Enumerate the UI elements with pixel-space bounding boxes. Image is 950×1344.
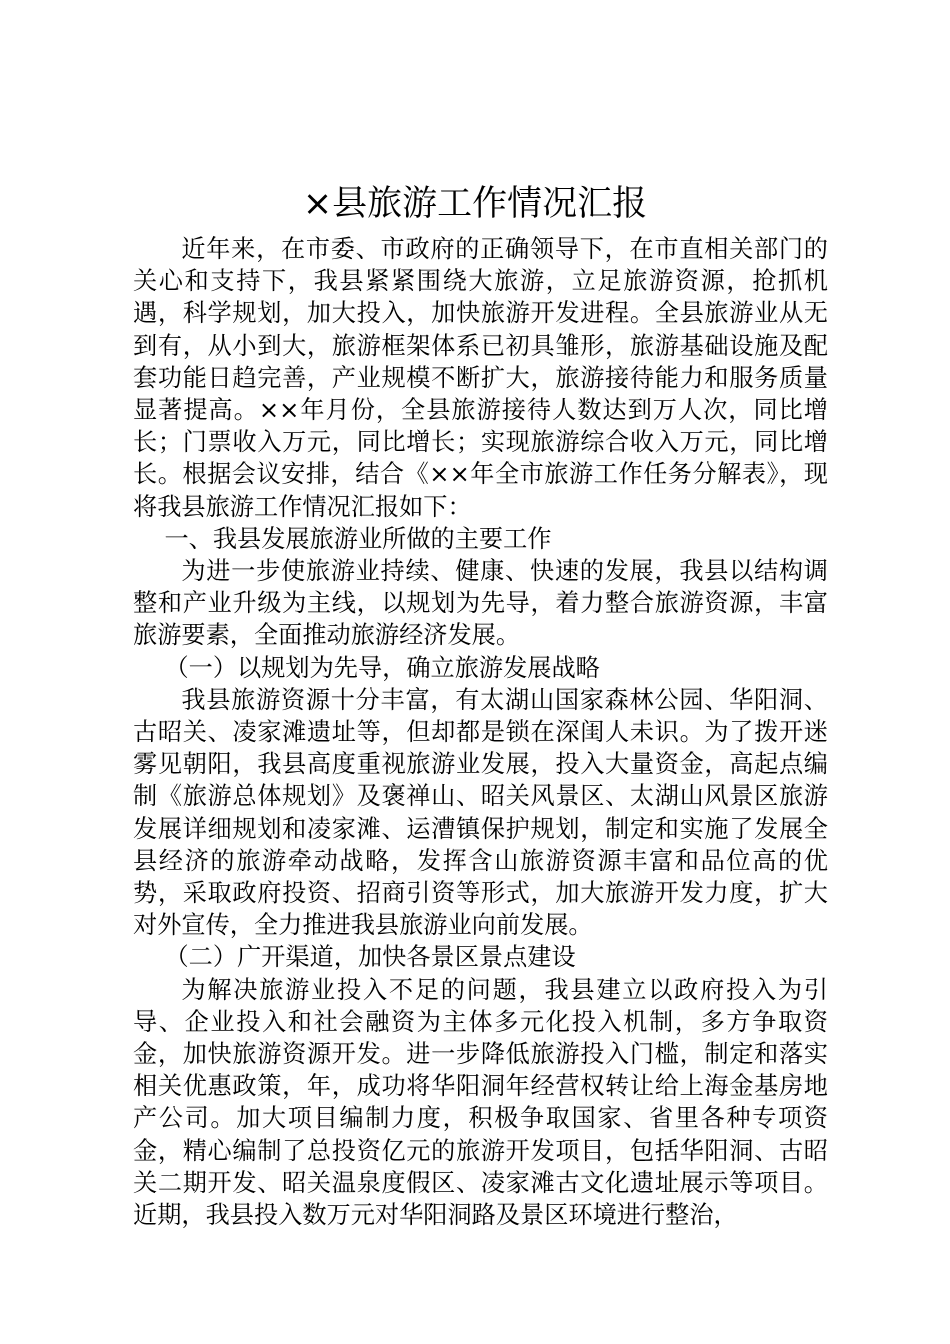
intro-paragraph: 近年来，在市委、市政府的正确领导下，在市直相关部门的关心和支持下，我县紧紧围绕大旅游，立足旅游资源，抢抓机遇，科学规划，加大投入，加快旅游开发进程。全县旅游业从无到有，从小到大，旅游框架体系已初具雏形，旅游基础设施及配套功能日趋完善，产业规模不断扩大，旅游接待能力和服务质量显著提高。××年月份，全县旅游接待人数达到万人次，同比增长；门票收入万元，同比增长；实现旅游综合收入万元，同比增长。根据会议安排，结合《××年全市旅游工作任务分解表》，现将我县旅游工作情况汇报如下： xyxy=(133,235,828,521)
document-body xyxy=(133,233,828,1231)
subsection-heading-1: （一）以规划为先导，确立旅游发展战略 xyxy=(164,653,600,682)
section-1-paragraph: 为进一步使旅游业持续、健康、快速的发展，我县以结构调整和产业升级为主线，以规划为先导，着力整合旅游资源，丰富旅游要素，全面推动旅游经济发展。 xyxy=(133,557,828,650)
document-title: ×县旅游工作情况汇报 xyxy=(302,184,648,224)
section-heading-1: 一、我县发展旅游业所做的主要工作 xyxy=(164,524,552,553)
subsection-1-paragraph: 我县旅游资源十分丰富，有太湖山国家森林公园、华阳洞、古昭关、凌家滩遗址等，但却都是锁在深闺人未识。为了拨开迷雾见朝阳，我县高度重视旅游业发展，投入大量资金，高起点编制《旅游总体规划》及褒禅山、昭关风景区、太湖山风景区旅游发展详细规划和凌家滩、运漕镇保护规划，制定和实施了发展全县经济的旅游牵动战略，发挥含山旅游资源丰富和品位高的优势，采取政府投资、招商引资等形式，加大旅游开发力度，扩大对外宣传，全力推进我县旅游业向前发展。 xyxy=(133,685,828,940)
subsection-2-paragraph: 为解决旅游业投入不足的问题，我县建立以政府投入为引导、企业投入和社会融资为主体多元化投入机制，多方争取资金，加快旅游资源开发。进一步降低旅游投入门槛，制定和落实相关优惠政策，年，成功将华阳洞年经营权转让给上海金基房地产公司。加大项目编制力度，积极争取国家、省里各种专项资金，精心编制了总投资亿元的旅游开发项目，包括华阳洞、古昭关二期开发、昭关温泉度假区、凌家滩古文化遗址展示等项目。近期，我县投入数万元对华阳洞路及景区环境进行整治， xyxy=(133,975,828,1230)
subsection-heading-2: （二）广开渠道，加快各景区景点建设 xyxy=(164,943,576,972)
